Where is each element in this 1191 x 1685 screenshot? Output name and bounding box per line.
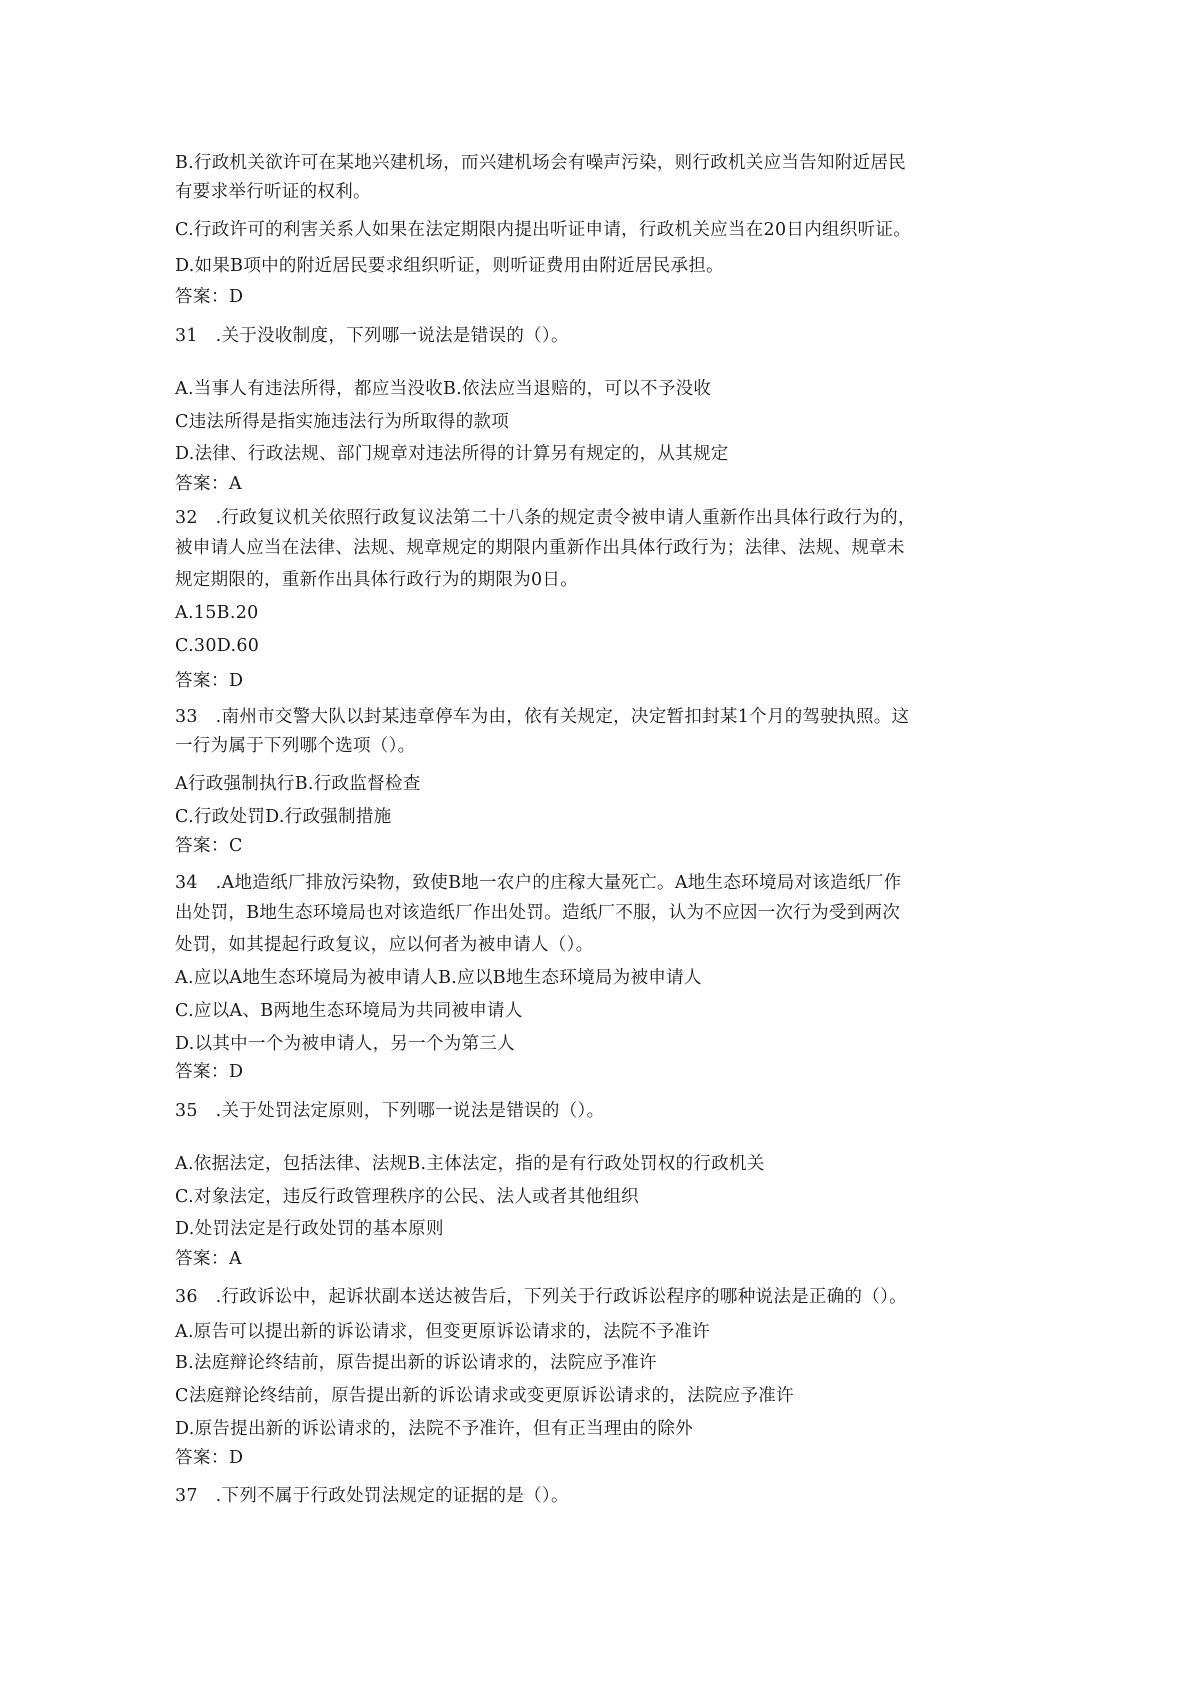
q36-stem: 36 .行政诉讼中，起诉状副本送达被告后，下列关于行政诉讼程序的哪种说法是正确的（）。 [175,1287,907,1307]
q35-option-c: C.对象法定，违反行政管理秩序的公民、法人或者其他组织 [175,1187,639,1207]
q34-stem-line3: 处罚，如其提起行政复议，应以何者为被申请人（）。 [175,935,594,955]
q34-answer: 答案：D [175,1062,244,1082]
q33-answer: 答案：C [175,836,243,856]
q36-option-b: B.法庭辩论终结前，原告提出新的诉讼请求的，法院应予准许 [175,1353,657,1373]
q33-options-ab: A行政强制执行B.行政监督检查 [175,774,421,794]
q36-option-a: A.原告可以提出新的诉讼请求，但变更原诉讼请求的，法院不予准许 [175,1322,710,1342]
q31-stem: 31 .关于没收制度，下列哪一说法是错误的（）。 [175,326,569,346]
q30-option-c: C.行政许可的利害关系人如果在法定期限内提出听证申请，行政机关应当在20日内组织听证。 [175,220,911,240]
q35-option-d: D.处罚法定是行政处罚的基本原则 [175,1219,444,1239]
q30-option-b-line2: 有要求举行听证的权利。 [175,182,371,202]
q32-options-cd: C.30D.60 [175,636,260,656]
q35-stem: 35 .关于处罚法定原则，下列哪一说法是错误的（）。 [175,1101,605,1121]
q36-option-c: C法庭辩论终结前，原告提出新的诉讼请求或变更原诉讼请求的，法院应予准许 [175,1386,794,1406]
q32-options-ab: A.15B.20 [175,603,259,623]
q32-answer: 答案：D [175,671,244,691]
q30-option-d: D.如果B项中的附近居民要求组织听证，则听证费用由附近居民承担。 [175,256,724,276]
q32-stem-line3: 规定期限的，重新作出具体行政行为的期限为0日。 [175,570,579,590]
q36-option-d: D.原告提出新的诉讼请求的，法院不予准许，但有正当理由的除外 [175,1419,693,1439]
q35-options-ab: A.依据法定，包括法律、法规B.主体法定，指的是有行政处罚权的行政机关 [175,1154,765,1174]
q35-answer: 答案：A [175,1249,243,1269]
q30-answer: 答案：D [175,287,244,307]
q34-stem-line1: 34 .A地造纸厂排放污染物，致使B地一农户的庄稼大量死亡。A地生态环境局对该造纸厂作 [175,873,902,893]
q34-option-c: C.应以A、B两地生态环境局为共同被申请人 [175,1001,523,1021]
q33-options-cd: C.行政处罚D.行政强制措施 [175,807,392,827]
q37-stem: 37 .下列不属于行政处罚法规定的证据的是（）。 [175,1486,569,1506]
q34-stem-line2: 出处罚，B地生态环境局也对该造纸厂作出处罚。造纸厂不服，认为不应因一次行为受到两次 [175,903,901,923]
q33-stem-line1: 33 .南州市交警大队以封某违章停车为由，依有关规定，决定暂扣封某1个月的驾驶执照。这 [175,707,910,727]
q31-option-c: C违法所得是指实施违法行为所取得的款项 [175,412,510,432]
q30-option-b-line1: B.行政机关欲许可在某地兴建机场，而兴建机场会有噪声污染，则行政机关应当告知附近居民 [175,153,907,173]
q31-options-ab: A.当事人有违法所得，都应当没收B.依法应当退赔的，可以不予没收 [175,379,712,399]
q33-stem-line2: 一行为属于下列哪个选项（）。 [175,736,416,756]
q36-answer: 答案：D [175,1448,244,1468]
q32-stem-line1: 32 .行政复议机关依照行政复议法第二十八条的规定责令被申请人重新作出具体行政行为的， [175,508,916,528]
q32-stem-line2: 被申请人应当在法律、法规、规章规定的期限内重新作出具体行政行为；法律、法规、规章未 [175,538,905,558]
q34-options-ab: A.应以A地生态环境局为被申请人B.应以B地生态环境局为被申请人 [175,968,702,988]
q31-option-d: D.法律、行政法规、部门规章对违法所得的计算另有规定的，从其规定 [175,444,729,464]
q31-answer: 答案：A [175,474,243,494]
q34-option-d: D.以其中一个为被申请人，另一个为第三人 [175,1034,515,1054]
